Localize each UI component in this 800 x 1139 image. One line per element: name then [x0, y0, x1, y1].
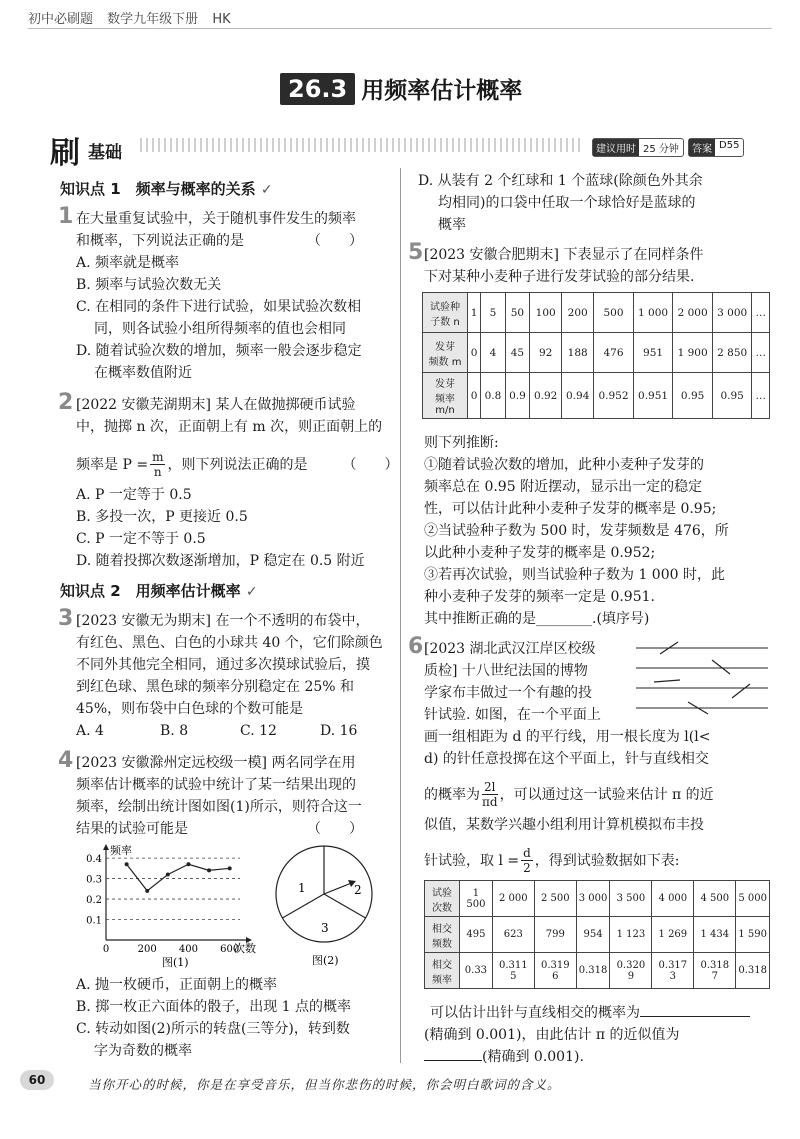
q5-line-2: 下对某种小麦种子进行发芽试验的部分结果. [424, 269, 695, 285]
table-cell: … [752, 333, 770, 373]
q6-line-1: [2023 湖北武汉江岸区校级 [424, 641, 596, 657]
q2-formula-post: ，则下列说法正确的是 （ ） [167, 456, 399, 473]
table-cell: 1 [468, 293, 481, 333]
q1-line-2: 和概率，下列说法正确的是 （ ） [76, 233, 363, 249]
kp1-check-icon: ✓ [260, 182, 273, 198]
q2-line-2: 中，抛掷 n 次，正面朝上有 m 次，则正面朝上的 [76, 419, 383, 435]
table-cell: 100 [530, 293, 562, 333]
table-cell: 4 [481, 333, 505, 373]
table-cell: 2 500 [534, 881, 576, 917]
q6-l-post: ，得到试验数据如下表: [534, 852, 680, 869]
table-row [423, 373, 770, 419]
q4-option-d-3: 概率 [438, 217, 466, 233]
knowledge-point-2 [60, 580, 258, 601]
data-point [228, 866, 232, 870]
table-cell: 0.952 [594, 373, 634, 419]
row-label-2: 频率 [432, 974, 452, 986]
subject-name: 数学九年级下册 [107, 12, 199, 27]
table-cell: 476 [594, 333, 634, 373]
y-tick-label: 0.1 [86, 915, 102, 927]
q1-option-c-2: 同，则各试验小组所得频率的值也会相同 [94, 321, 346, 337]
q4-option-d-2: 均相同)的口袋中任取一个球恰好是蓝球的 [438, 195, 696, 211]
q6-line-4: 针试验. 如图，在一个平面上 [424, 707, 601, 723]
data-point [166, 872, 170, 876]
q6-line-3: 学家布丰做过一个有趣的投 [424, 685, 592, 701]
buffon-needle-figure [632, 640, 772, 720]
q4-line-3: 频率，绘制出统计图如图(1)所示，则符合这一 [76, 799, 362, 815]
q3-option-c: C. 12 [240, 723, 277, 739]
needle [732, 684, 750, 698]
q1-number: 1 [58, 204, 74, 229]
q6-table [424, 880, 770, 989]
table-cell: 188 [562, 333, 594, 373]
knowledge-point-1 [60, 178, 273, 199]
table-cell: 500 [594, 293, 634, 333]
q5-line-1: [2023 安徽合肥期末] 下表显示了在同样条件 [424, 247, 704, 263]
column-divider [400, 168, 401, 1063]
table-cell: 0.8 [481, 373, 505, 419]
q5-after-9: 其中推断正确的是________.(填序号) [424, 611, 650, 627]
q6-prob-pre: 的概率为 [424, 786, 480, 803]
q4-number: 4 [58, 748, 74, 773]
y-axis-arrow-icon [103, 844, 109, 850]
kp2-check-icon: ✓ [245, 584, 258, 600]
answer-blank [640, 1016, 750, 1017]
table-cell: 954 [576, 917, 610, 953]
q2-line-1: [2022 安徽芜湖期末] 某人在做抛掷硬币试验 [76, 397, 356, 413]
q4-option-c-2: 字为奇数的概率 [94, 1043, 192, 1059]
y-tick-label: 0.2 [86, 895, 102, 907]
table-cell: 0.320 9 [610, 953, 652, 989]
needle [712, 660, 730, 674]
q6-prob-line [424, 780, 714, 809]
q6-after-3-wrap [424, 1046, 584, 1068]
row-label-1: 相交 [432, 923, 452, 935]
section-hatch [140, 138, 580, 152]
y-tick-label: 0.4 [86, 854, 102, 866]
q5-after-1: 则下列推断: [424, 435, 499, 451]
q5-after-6: 以此种小麦种子发芽的概率是 0.952; [424, 545, 656, 561]
edition: HK [212, 12, 231, 27]
table-cell: 0.318 7 [694, 953, 736, 989]
x-tick-label: 400 [178, 944, 199, 955]
table-header-cell [425, 953, 460, 989]
table-cell: 0 [468, 373, 481, 419]
q6-line-5: 画一组相距为 d 的平行线，用一根长度为 l(l< [424, 729, 711, 745]
table-cell: 2 850 [712, 333, 752, 373]
q6-prob-num: 2l [484, 780, 496, 794]
table-cell: 1 123 [610, 917, 652, 953]
page-number: 60 [20, 1070, 54, 1090]
chart-xlabel: 次数 [234, 942, 256, 955]
q3-line-3: 不同外其他完全相同，通过多次摸球试验后，摸 [76, 657, 370, 673]
q4-line-2: 频率估计概率的试验中统计了某一结果出现的 [76, 777, 356, 793]
table-cell: 0.318 [736, 953, 770, 989]
table-cell: 495 [460, 917, 493, 953]
data-point [125, 862, 129, 866]
table-header-cell [423, 373, 468, 419]
answer-tag [688, 138, 744, 157]
q6-line-6: d) 的针任意投掷在这个平面上，针与直线相交 [424, 751, 709, 767]
row-label-2: 次数 [432, 902, 452, 914]
time-tag [592, 138, 684, 157]
q1-option-a: A. 频率就是概率 [76, 255, 180, 271]
q3-option-d: D. 16 [320, 723, 358, 739]
table-cell: 1 434 [694, 917, 736, 953]
series-line [127, 864, 230, 891]
q6-line-7: 似值，某数学兴趣小组利用计算机模拟布丰投 [424, 817, 704, 833]
q6-number: 6 [408, 634, 424, 659]
chart-caption: 图(1) [162, 956, 189, 969]
table-cell: 50 [505, 293, 529, 333]
table-cell: 200 [562, 293, 594, 333]
header-rule [28, 28, 772, 29]
table-cell: 0.317 3 [652, 953, 694, 989]
q6-prob-fraction [482, 780, 498, 809]
series-name: 初中必刷题 [28, 12, 94, 27]
table-cell: 4 500 [694, 881, 736, 917]
q2-formula-line [76, 450, 398, 479]
q4-option-c-1: C. 转动如图(2)所示的转盘(三等分)，转到数 [76, 1021, 350, 1037]
spinner-divider-3 [282, 894, 324, 918]
q1-line-1: 在大量重复试验中，关于随机事件发生的频率 [76, 211, 356, 227]
q6-after-3: (精确到 0.001). [482, 1049, 584, 1065]
row-label-1: 发芽 [435, 379, 455, 390]
q2-option-b: B. 多投一次，P 更接近 0.5 [76, 509, 248, 525]
table-row [425, 917, 770, 953]
q3-line-4: 到红色球、黑色球的频率分别稳定在 25% 和 [76, 679, 355, 695]
y-tick-label: 0.3 [86, 874, 102, 886]
sector-1: 1 [298, 881, 306, 895]
table-row [423, 333, 770, 373]
q3-option-a: A. 4 [76, 723, 104, 739]
table-cell: 4 000 [652, 881, 694, 917]
q4-option-b: B. 掷一枚正六面体的骰子，出现 1 点的概率 [76, 999, 351, 1015]
row-label-2: 频率 m/n [435, 394, 455, 416]
q6-l-den: 2 [523, 861, 531, 875]
answer-blank [424, 1060, 482, 1061]
section-label: 基础 [88, 143, 122, 163]
table-cell: 1 000 [633, 293, 673, 333]
q1-option-b: B. 频率与试验次数无关 [76, 277, 222, 293]
row-label-1: 相交 [432, 959, 452, 971]
section-title: 用频率估计概率 [361, 78, 523, 104]
q6-prob-post: ，可以通过这一试验来估计 π 的近 [499, 786, 714, 803]
page-title [280, 72, 522, 105]
q3-line-5: 45%，则布袋中白色球的个数可能是 [76, 701, 304, 717]
table-cell: 0.95 [673, 373, 713, 419]
kp2-label: 知识点 2 用频率估计概率 [60, 582, 241, 600]
table-row [423, 293, 770, 333]
q6-l-num: d [523, 846, 531, 860]
row-label-2: 子数 n [430, 316, 460, 328]
table-cell: 2 000 [492, 881, 534, 917]
table-header-cell [423, 333, 468, 373]
table-cell: 0.319 6 [534, 953, 576, 989]
table-header-cell [425, 917, 460, 953]
data-point [186, 862, 190, 866]
q5-after-7: ③若再次试验，则当试验种子数为 1 000 时，此 [424, 567, 725, 583]
needle [654, 680, 680, 682]
q5-after-4: 性，可以估计此种小麦种子发芽的概率是 0.95; [424, 501, 717, 517]
table-cell: 0.33 [460, 953, 493, 989]
table-cell: 5 000 [736, 881, 770, 917]
q4-figure-2-spinner [272, 842, 382, 972]
q6-line-2: 质检] 十八世纪法国的博物 [424, 663, 588, 679]
data-point [207, 868, 211, 872]
time-key: 建议用时 [593, 139, 639, 156]
q4-line-4: 结果的试验可能是 （ ） [76, 821, 363, 837]
q5-after-3: 频率总在 0.95 附近摆动，显示出一定的稳定 [424, 479, 703, 495]
table-cell: 3 000 [576, 881, 610, 917]
q3-line-2: 有红色、黑色、白色的小球共 40 个，它们除颜色 [76, 635, 383, 651]
running-header [28, 8, 241, 27]
table-cell: 1 900 [673, 333, 713, 373]
brush-char: 刷 [50, 136, 80, 171]
table-cell: 799 [534, 917, 576, 953]
q2-formula-pre: 频率是 P = [76, 456, 149, 473]
answer-value: D55 [719, 140, 740, 151]
q3-line-1: [2023 安徽无为期末] 在一个不透明的布袋中， [76, 613, 370, 629]
chart-ylabel: 频率 [110, 844, 132, 857]
q6-l-pre: 针试验，取 l = [424, 852, 520, 869]
q4-option-d-1: D. 从装有 2 个红球和 1 个蓝球(除颜色外其余 [418, 173, 703, 189]
row-label-2: 频数 [432, 938, 452, 950]
q4-option-a: A. 抛一枚硬币，正面朝上的概率 [76, 977, 278, 993]
q5-table [422, 292, 770, 419]
q3-number: 3 [58, 606, 74, 631]
q2-fraction-num: m [152, 450, 164, 464]
table-row [425, 953, 770, 989]
table-cell: … [752, 293, 770, 333]
x-tick-label: 0 [102, 944, 110, 955]
table-cell: 92 [530, 333, 562, 373]
table-cell: 3 000 [712, 293, 752, 333]
q6-l-line [424, 846, 680, 875]
table-cell: 623 [492, 917, 534, 953]
table-cell: 3 500 [610, 881, 652, 917]
table-header-cell [423, 293, 468, 333]
q6-prob-den: πd [482, 795, 498, 809]
footer-quote: 当你开心的时候，你是在享受音乐，但当你悲伤的时候，你会明白歌词的含义。 [88, 1077, 561, 1092]
q6-l-fraction [521, 846, 533, 875]
row-label-2: 频数 m [428, 356, 462, 368]
sector-2: 2 [354, 883, 362, 897]
table-cell: 0.92 [530, 373, 562, 419]
section-number: 26.3 [280, 73, 355, 105]
q1-option-d-1: D. 随着试验次数的增加，频率一般会逐步稳定 [76, 343, 362, 359]
table-cell: 0 [468, 333, 481, 373]
q6-after-2: (精确到 0.001)，由此估计 π 的近似值为 [424, 1027, 680, 1043]
table-cell: … [752, 373, 770, 419]
table-cell: 0.951 [633, 373, 673, 419]
q1-option-c-1: C. 在相同的条件下进行试验，如果试验次数相 [76, 299, 362, 315]
data-point [145, 889, 149, 893]
q4-line-1: [2023 安徽滁州定远校级一模] 两名同学在用 [76, 755, 356, 771]
kp1-label: 知识点 1 频率与概率的关系 [60, 180, 256, 198]
q2-option-c: C. P 一定不等于 0.5 [76, 531, 206, 547]
q1-option-d-2: 在概率数值附近 [94, 365, 192, 381]
q5-number: 5 [408, 240, 424, 265]
q5-after-2: ①随着试验次数的增加，此种小麦种子发芽的 [424, 457, 704, 473]
table-cell: 0.94 [562, 373, 594, 419]
table-cell: 951 [633, 333, 673, 373]
spinner-pointer [324, 882, 354, 894]
spinner-divider-2 [324, 894, 366, 918]
row-label-1: 发芽 [435, 341, 455, 353]
answer-key: 答案 [689, 139, 715, 156]
q2-option-d: D. 随着投掷次数逐渐增加，P 稳定在 0.5 附近 [76, 553, 365, 569]
q5-after-5: ②当试验种子数为 500 时，发芽频数是 476，所 [424, 523, 729, 539]
x-tick-label: 600 [220, 944, 240, 955]
sector-3: 3 [321, 921, 329, 935]
q4-figure-1-chart [70, 840, 270, 970]
table-cell: 0.311 5 [492, 953, 534, 989]
table-cell: 1 500 [460, 881, 493, 917]
row-label-1: 试验 [432, 887, 452, 899]
table-cell: 1 590 [736, 917, 770, 953]
figure-2-caption: 图(2) [312, 954, 339, 967]
q5-after-8: 种小麦种子发芽的频率一定是 0.951. [424, 589, 655, 605]
q6-after-1-wrap [430, 1002, 750, 1024]
table-cell: 2 000 [673, 293, 713, 333]
table-cell: 5 [481, 293, 505, 333]
q3-option-b: B. 8 [160, 723, 189, 739]
table-cell: 0.95 [712, 373, 752, 419]
table-cell: 45 [505, 333, 529, 373]
q6-after-1: 可以估计出针与直线相交的概率为 [430, 1005, 640, 1021]
table-cell: 0.318 [576, 953, 610, 989]
table-cell: 1 269 [652, 917, 694, 953]
table-header-cell [425, 881, 460, 917]
q2-number: 2 [58, 390, 74, 415]
q2-fraction [150, 450, 165, 479]
time-value: 25 分钟 [643, 144, 679, 155]
q2-fraction-den: n [153, 465, 162, 479]
q2-option-a: A. P 一定等于 0.5 [76, 487, 192, 503]
row-label-1: 试验种 [430, 301, 460, 313]
table-row [425, 881, 770, 917]
x-tick-label: 200 [137, 944, 157, 955]
table-cell: 0.9 [505, 373, 529, 419]
